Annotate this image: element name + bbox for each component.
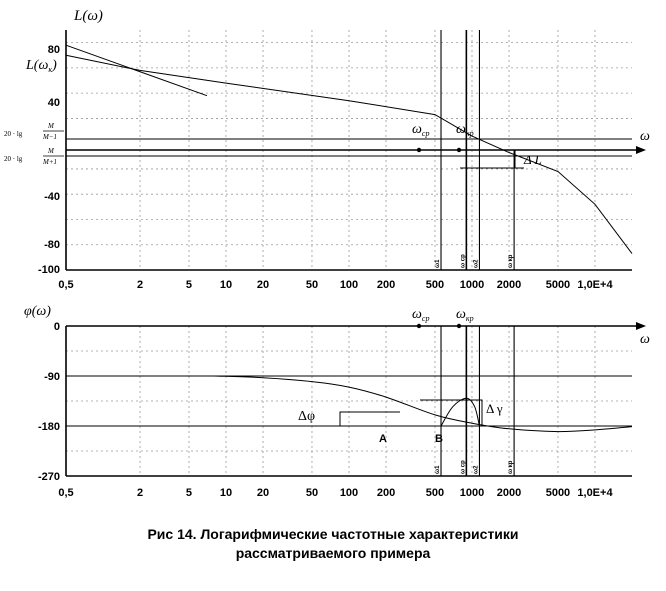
bottom-omega-arrow-icon	[636, 322, 646, 330]
bottom-y-tick: -90	[44, 371, 60, 383]
caption-line-1: Рис 14. Логарифмические частотные характеристики	[147, 526, 519, 542]
ml1-prefix: 20 · lg	[4, 130, 23, 138]
bottom-axis-omega-label: ω	[640, 332, 650, 347]
bottom-marker-label: ω ср	[460, 460, 467, 474]
top-marker-label: ω ср	[460, 254, 467, 268]
top-omega-kr-dot	[457, 148, 461, 152]
delta-l-bracket	[462, 150, 515, 168]
delta-phi-label: Δφ	[298, 409, 316, 424]
bottom-x-tick: 50	[305, 487, 319, 499]
delta-phi-bracket	[340, 412, 400, 426]
ml2-numerator: M	[48, 147, 54, 155]
bottom-y-tick: 0	[53, 321, 60, 333]
top-x-tick: 50	[305, 279, 319, 291]
bottom-x-tick: 0,5	[58, 487, 74, 499]
top-x-tick: 5	[185, 279, 193, 291]
top-omega-kr-label: $\omega_{кр}$	[456, 122, 474, 138]
bottom-x-tick: 200	[376, 487, 396, 499]
bottom-x-tick: 2	[136, 487, 144, 499]
top-x-tick: 200	[376, 279, 396, 291]
top-marker-labels	[435, 254, 514, 268]
top-y-tick: 40	[47, 97, 60, 109]
bottom-y-tick: -180	[37, 421, 60, 433]
delta-gamma-label: Δ γ	[486, 401, 503, 416]
top-x-tick: 100	[339, 279, 359, 291]
bottom-x-tick: 5	[185, 487, 193, 499]
top-y-tick: -40	[44, 191, 60, 203]
top-x-tick: 2	[136, 279, 144, 291]
bottom-x-tick: 2000	[496, 487, 522, 499]
bottom-x-tick: 20	[256, 487, 270, 499]
caption-line-2: рассматриваемого примера	[235, 545, 431, 561]
bottom-x-tick: 1000	[459, 487, 485, 499]
bottom-marker-labels	[435, 460, 514, 474]
bottom-marker-label: ω2	[473, 465, 480, 474]
top-x-tick: 5000	[545, 279, 571, 291]
delta-l-label: Δ L	[524, 152, 542, 167]
top-x-tick: 2000	[496, 279, 522, 291]
bottom-grid	[66, 326, 632, 476]
top-y-tick: -80	[44, 239, 60, 251]
bottom-x-tick: 100	[339, 487, 359, 499]
ml1-denominator: M−1	[43, 133, 58, 141]
bottom-y-label: φ(ω)	[24, 304, 51, 319]
top-x-tick: 500	[425, 279, 445, 291]
top-omega-cp-dot	[417, 148, 421, 152]
top-y-tick: 80	[47, 44, 60, 56]
lafc-asymptote	[66, 45, 207, 95]
top-marker-label: ω2	[473, 259, 480, 268]
bottom-omega-cp-dot	[417, 324, 421, 328]
bottom-omega-kr-dot	[457, 324, 461, 328]
bottom-marker-label: ω1	[435, 465, 442, 474]
ml2-denominator: M+1	[43, 158, 58, 166]
bottom-omega-kr-label: $\omega_{кр}$	[456, 307, 474, 323]
top-marker-label: ω кр	[508, 254, 515, 268]
top-x-ticks	[58, 279, 613, 291]
figure-caption	[0, 525, 666, 563]
top-x-tick: 20	[256, 279, 270, 291]
lpfc-correction-arc	[441, 398, 480, 426]
lk-label: $L(\omega_к)$	[26, 58, 57, 74]
top-omega-arrow-icon	[636, 146, 646, 154]
bottom-x-tick: 500	[425, 487, 445, 499]
ml1-numerator: M	[48, 122, 54, 130]
bottom-y-tick: -270	[37, 471, 60, 483]
top-axis-omega-label: ω	[640, 129, 650, 144]
top-omega-cp-label: $\omega_{ср}$	[412, 122, 430, 138]
point-a-label: A	[379, 433, 387, 445]
top-marker-label: ω1	[435, 259, 442, 268]
bottom-x-tick: 5000	[545, 487, 571, 499]
top-y-label: L(ω)	[74, 8, 103, 24]
lpfc-curve	[214, 376, 632, 432]
bottom-x-tick: 10	[219, 487, 233, 499]
point-b-label: B	[435, 433, 443, 445]
top-x-tick: 0,5	[58, 279, 74, 291]
ml2-prefix: 20 · lg	[4, 155, 23, 163]
top-x-tick: 10	[219, 279, 233, 291]
bottom-omega-cp-label: $\omega_{ср}$	[412, 307, 430, 323]
bottom-x-tick: 1,0E+4	[577, 487, 613, 499]
bottom-marker-label: ω кр	[508, 460, 515, 474]
top-y-tick: -100	[37, 264, 60, 276]
top-x-tick: 1,0E+4	[577, 279, 613, 291]
top-x-tick: 1000	[459, 279, 485, 291]
vertical-markers	[441, 30, 514, 476]
bottom-x-ticks	[58, 487, 613, 499]
